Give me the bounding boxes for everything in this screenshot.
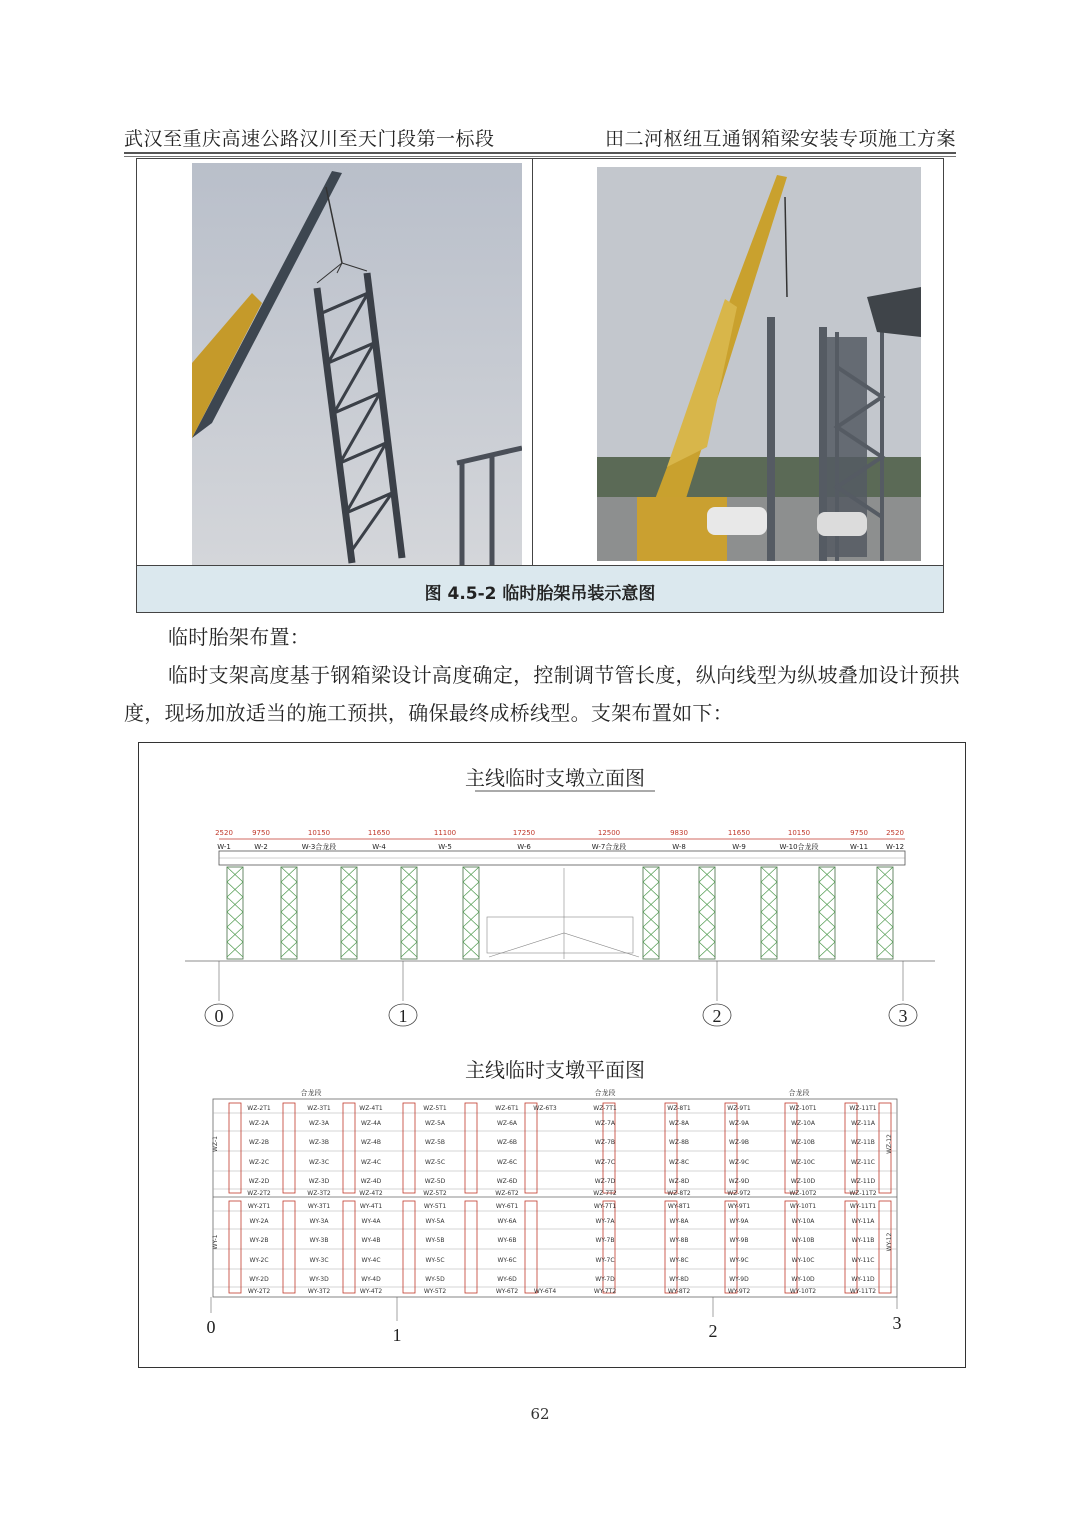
body-paragraph: 临时支架高度基于钢箱梁设计高度确定，控制调节管长度，纵向线型为纵坡叠加设计预拱度，现场加放适当的施工预拱，确保最终成桥线型。支架布置如下： — [124, 663, 960, 725]
plan-label: WZ-6D — [496, 1178, 518, 1185]
segment-label: W-8 — [672, 843, 686, 851]
plan-label: WZ-10T1 — [789, 1105, 817, 1112]
plan-label: WY-3A — [309, 1218, 329, 1225]
plan-label: WZ-9D — [728, 1178, 750, 1185]
plan-label: WZ-8A — [668, 1120, 690, 1127]
plan-label: WZ-7T2 — [593, 1190, 617, 1197]
plan-label: WZ-2B — [248, 1139, 270, 1146]
plan-label: WY-5B — [425, 1237, 445, 1244]
axis-label: 1 — [398, 1006, 408, 1026]
plan-label: WZ-7A — [594, 1120, 616, 1127]
plan-label: WY-7C — [595, 1257, 615, 1264]
span-dimension: 2520 — [215, 829, 233, 837]
crane-photo-2-illustration — [597, 167, 921, 561]
plan-label: WY-6T2 — [495, 1288, 519, 1295]
plan-label: WY-11T1 — [849, 1203, 877, 1210]
plan-label: WY-6C — [497, 1257, 517, 1264]
plan-label: WY-11C — [851, 1257, 875, 1264]
plan-label: WZ-4C — [360, 1159, 382, 1166]
plan-label: WY-3T2 — [307, 1288, 331, 1295]
plan-side-label: WY-12 — [886, 1232, 893, 1252]
plan-label: WZ-10D — [790, 1178, 816, 1185]
span-dimension: 9830 — [670, 829, 688, 837]
plan-label: WZ-9A — [728, 1120, 750, 1127]
axis-label: 3 — [898, 1006, 908, 1026]
temporary-tower — [819, 867, 835, 959]
plan-label: WY-10B — [791, 1237, 815, 1244]
elevation-towers — [227, 867, 893, 959]
plan-label: WY-10D — [791, 1276, 815, 1283]
plan-label: WY-2T1 — [247, 1203, 271, 1210]
plan-label: WY-8T1 — [667, 1203, 691, 1210]
plan-label: WZ-7T1 — [593, 1105, 617, 1112]
elevation-title: 主线临时支墩立面图 — [465, 768, 645, 790]
plan-label: WZ-5C — [424, 1159, 446, 1166]
plan-label: WY-8C — [669, 1257, 689, 1264]
plan-label: WZ-10C — [791, 1159, 815, 1166]
segment-label: W-11 — [849, 843, 869, 851]
plan-label: WZ-2D — [248, 1178, 270, 1185]
plan-label: WZ-8B — [668, 1139, 690, 1146]
plan-label: WZ-8D — [668, 1178, 690, 1185]
plan-label: WY-10A — [791, 1218, 815, 1225]
plan-label: WY-9T2 — [727, 1288, 751, 1295]
plan-label: WZ-2C — [248, 1159, 270, 1166]
plan-label: WZ-11A — [851, 1120, 875, 1127]
span-dimension: 11100 — [433, 829, 457, 837]
plan-label: WY-9B — [729, 1237, 749, 1244]
plan-label: WZ-6A — [496, 1120, 518, 1127]
plan-label: WZ-4B — [360, 1139, 382, 1146]
section-heading: 临时胎架布置： — [168, 625, 311, 649]
plan-label: WY-11D — [851, 1276, 875, 1283]
segment-label: W-3合龙段 — [301, 843, 337, 851]
plan-label: WZ-10T2 — [789, 1190, 817, 1197]
plan-label: WY-8A — [669, 1218, 689, 1225]
plan-label: WZ-11B — [851, 1139, 875, 1146]
span-dimension: 11650 — [367, 829, 391, 837]
temporary-tower — [401, 867, 417, 959]
plan-label: WY-11A — [851, 1218, 875, 1225]
temporary-tower — [699, 867, 715, 959]
plan-label: WY-7T2 — [593, 1288, 617, 1295]
plan-label: WZ-3T1 — [307, 1105, 331, 1112]
drawing-canvas — [139, 743, 967, 1369]
plan-label: WZ-6B — [496, 1139, 518, 1146]
plan-label: WZ-11D — [850, 1178, 876, 1185]
plan-label: WZ-11T1 — [849, 1105, 877, 1112]
page-number: 62 — [530, 1405, 550, 1423]
plan-label: WZ-2A — [248, 1120, 270, 1127]
plan-label: WY-7T1 — [593, 1203, 617, 1210]
segment-label: W-5 — [438, 843, 452, 851]
plan-label: WY-2T2 — [247, 1288, 271, 1295]
temporary-tower — [643, 867, 659, 959]
span-dimension: 17250 — [512, 829, 536, 837]
plan-label: WY-4T1 — [359, 1203, 383, 1210]
page-header — [124, 122, 956, 156]
plan-label: WY-4T2 — [359, 1288, 383, 1295]
plan-label: WY-7B — [595, 1237, 615, 1244]
plan-label: WZ-8T1 — [667, 1105, 691, 1112]
plan-label: WZ-5T1 — [423, 1105, 447, 1112]
temporary-tower — [761, 867, 777, 959]
plan-label: WY-5A — [425, 1218, 445, 1225]
segment-label: W-10合龙段 — [779, 843, 819, 851]
plan-label: WY-6B — [497, 1237, 517, 1244]
plan-label: WY-5T2 — [423, 1288, 447, 1295]
segment-label: W-4 — [372, 843, 386, 851]
span-dimension: 9750 — [850, 829, 868, 837]
plan-label: WZ-6T2 — [495, 1190, 519, 1197]
plan-label: WZ-3C — [308, 1159, 330, 1166]
plan-label: WZ-7C — [594, 1159, 616, 1166]
temporary-tower — [463, 867, 479, 959]
header-rule — [124, 152, 956, 154]
axis-label: 2 — [708, 1321, 718, 1341]
segment-label: W-6 — [517, 843, 531, 851]
axis-label: 0 — [214, 1006, 224, 1026]
plan-label: WZ-5D — [424, 1178, 446, 1185]
plan-label: WY-4D — [361, 1276, 381, 1283]
span-dimension: 11650 — [727, 829, 751, 837]
plan-label: WY-7D — [595, 1276, 615, 1283]
plan-label: WZ-5B — [424, 1139, 446, 1146]
axis-label: 2 — [712, 1006, 722, 1026]
closure-label: 合龙段 — [788, 1089, 810, 1097]
plan-side-label: WZ-12 — [886, 1134, 893, 1154]
plan-label: WZ-4D — [360, 1178, 382, 1185]
header-rule-thin — [124, 156, 956, 157]
plan-label: WY-11T2 — [849, 1288, 877, 1295]
closure-label: 合龙段 — [300, 1089, 322, 1097]
figure-column-divider — [532, 159, 533, 565]
plan-label: WZ-6C — [496, 1159, 518, 1166]
span-dimension: 2520 — [886, 829, 904, 837]
plan-label: WZ-4A — [360, 1120, 382, 1127]
plan-label: WZ-3A — [308, 1120, 330, 1127]
temporary-tower — [281, 867, 297, 959]
plan-label: WY-4A — [361, 1218, 381, 1225]
temporary-tower — [227, 867, 243, 959]
plan-label: WZ-10B — [791, 1139, 815, 1146]
figure-caption-cell — [137, 565, 943, 612]
plan-label: WY-5T1 — [423, 1203, 447, 1210]
plan-label: WY-6T4 — [533, 1288, 557, 1295]
plan-label: WY-3T1 — [307, 1203, 331, 1210]
header-document-title: 田二河枢纽互通钢箱梁安装专项施工方案 — [604, 128, 956, 150]
plan-label: WZ-4T1 — [359, 1105, 383, 1112]
closure-label: 合龙段 — [594, 1089, 616, 1097]
plan-label: WY-3C — [309, 1257, 329, 1264]
plan-side-label: WZ-1 — [212, 1136, 219, 1152]
plan-label: WZ-8C — [668, 1159, 690, 1166]
header-project-title: 武汉至重庆高速公路汉川至天门段第一标段 — [124, 128, 495, 150]
plan-label: WY-10T2 — [789, 1288, 817, 1295]
span-dimension: 9750 — [252, 829, 270, 837]
plan-label: WZ-6T3 — [533, 1105, 557, 1112]
plan-label: WY-11B — [851, 1237, 875, 1244]
plan-label: WZ-7B — [594, 1139, 616, 1146]
plan-label: WY-4B — [361, 1237, 381, 1244]
plan-label: WZ-9T2 — [727, 1190, 751, 1197]
segment-label: W-1 — [217, 843, 231, 851]
plan-label: WZ-3D — [308, 1178, 330, 1185]
temporary-tower — [341, 867, 357, 959]
axis-label: 3 — [892, 1313, 902, 1333]
plan-label: WZ-4T2 — [359, 1190, 383, 1197]
plan-label: WZ-9B — [728, 1139, 750, 1146]
plan-label: WZ-3B — [308, 1139, 330, 1146]
plan-side-label: WY-1 — [212, 1234, 219, 1250]
plan-label: WZ-7D — [594, 1178, 616, 1185]
segment-label: W-12 — [885, 843, 905, 851]
plan-label: WY-5D — [425, 1276, 445, 1283]
plan-label: WY-8D — [669, 1276, 689, 1283]
plan-label: WZ-3T2 — [307, 1190, 331, 1197]
figure-caption: 图 4.5-2 临时胎架吊装示意图 — [424, 584, 656, 604]
crane-lifting-photo-1 — [192, 163, 522, 565]
plan-label: WY-2B — [249, 1237, 269, 1244]
plan-label: WY-5C — [425, 1257, 445, 1264]
plan-label: WZ-2T1 — [247, 1105, 271, 1112]
plan-label: WZ-11C — [851, 1159, 875, 1166]
axis-label: 0 — [206, 1317, 216, 1337]
plan-label: WY-6D — [497, 1276, 517, 1283]
span-dimension: 10150 — [787, 829, 811, 837]
plan-label: WY-2D — [249, 1276, 269, 1283]
temporary-tower — [877, 867, 893, 959]
figure-table — [136, 158, 944, 613]
plan-label: WY-4C — [361, 1257, 381, 1264]
plan-label: WY-9T1 — [727, 1203, 751, 1210]
plan-label: WY-9C — [729, 1257, 749, 1264]
span-dimension: 12500 — [597, 829, 621, 837]
segment-label: W-9 — [732, 843, 746, 851]
plan-label: WY-10T1 — [789, 1203, 817, 1210]
plan-label: WY-6A — [497, 1218, 517, 1225]
plan-label: WZ-9T1 — [727, 1105, 751, 1112]
plan-label: WY-9A — [729, 1218, 749, 1225]
segment-label: W-2 — [254, 843, 268, 851]
plan-label: WY-2C — [249, 1257, 269, 1264]
plan-label: WZ-2T2 — [247, 1190, 271, 1197]
plan-label: WZ-6T1 — [495, 1105, 519, 1112]
plan-label: WY-8B — [669, 1237, 689, 1244]
plan-label: WY-6T1 — [495, 1203, 519, 1210]
plan-label: WZ-5A — [424, 1120, 446, 1127]
engineering-drawing — [138, 742, 966, 1368]
plan-label: WZ-9C — [728, 1159, 750, 1166]
plan-label: WY-9D — [729, 1276, 749, 1283]
segment-label: W-7合龙段 — [591, 843, 627, 851]
crane-lifting-photo-2 — [597, 167, 921, 561]
crane-photo-1-illustration — [192, 163, 522, 565]
plan-view — [212, 1088, 897, 1297]
plan-label: WY-3D — [309, 1276, 329, 1283]
plan-label: WY-10C — [791, 1257, 815, 1264]
plan-label: WY-2A — [249, 1218, 269, 1225]
plan-label: WY-3B — [309, 1237, 329, 1244]
plan-label: WZ-8T2 — [667, 1190, 691, 1197]
plan-label: WZ-11T2 — [849, 1190, 877, 1197]
plan-label: WZ-5T2 — [423, 1190, 447, 1197]
plan-title: 主线临时支墩平面图 — [465, 1060, 645, 1082]
plan-label: WZ-10A — [791, 1120, 815, 1127]
span-dimension: 10150 — [307, 829, 331, 837]
plan-label: WY-8T2 — [667, 1288, 691, 1295]
plan-label: WY-7A — [595, 1218, 615, 1225]
axis-label: 1 — [392, 1325, 402, 1345]
